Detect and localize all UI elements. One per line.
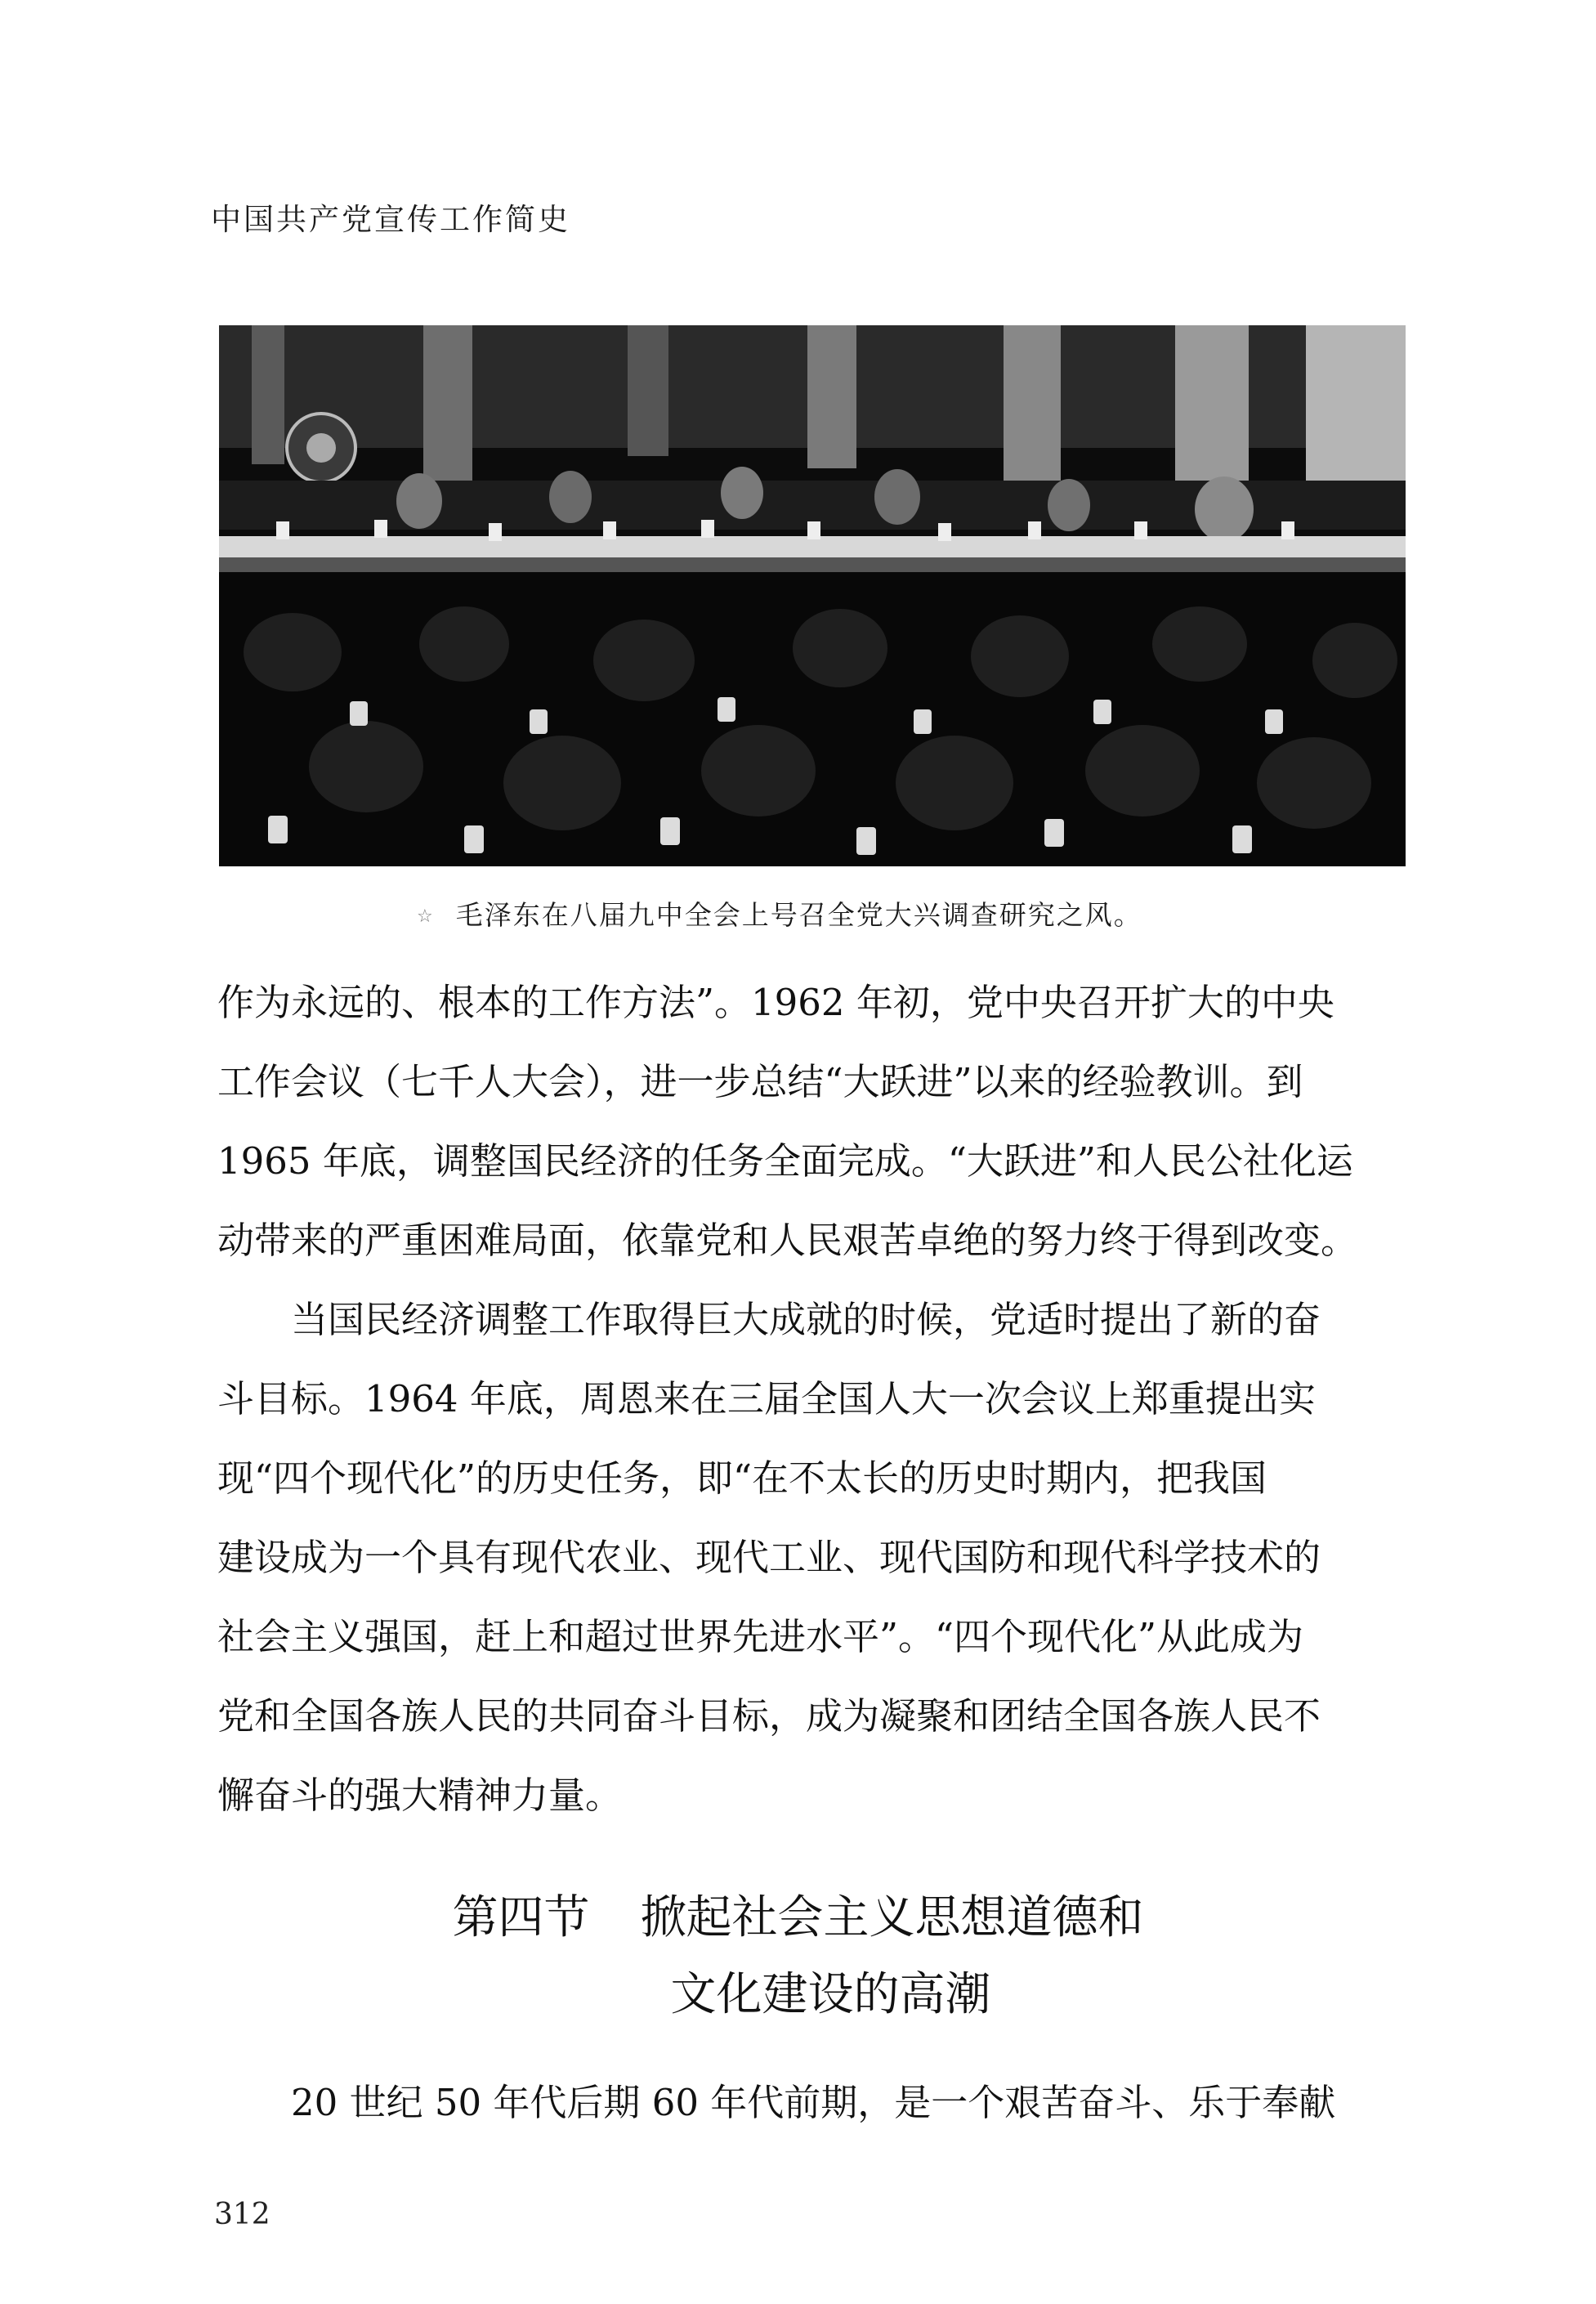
paragraph-line: 工作会议（七千人大会），进一步总结“大跃进”以来的经验教训。到 bbox=[217, 1060, 1303, 1103]
paragraph-line: 建设成为一个具有现代农业、现代工业、现代国防和现代科学技术的 bbox=[217, 1536, 1321, 1579]
caption-text: 毛泽东在八届九中全会上号召全党大兴调查研究之风。 bbox=[455, 899, 1142, 931]
paragraph-line: 1965 年底，调整国民经济的任务全面完成。“大跃进”和人民公社化运 bbox=[217, 1139, 1353, 1183]
page-number: 312 bbox=[214, 2198, 270, 2231]
paragraph-line: 懈奋斗的强大精神力量。 bbox=[217, 1774, 623, 1817]
section-label: 第四节 bbox=[452, 1891, 590, 1944]
paragraph-line: 当国民经济调整工作取得巨大成就的时候，党适时提出了新的奋 bbox=[291, 1298, 1321, 1341]
paragraph-line: 20 世纪 50 年代后期 60 年代前期，是一个艰苦奋斗、乐于奉献 bbox=[291, 2081, 1336, 2124]
meeting-photo-image bbox=[219, 325, 1406, 866]
paragraph-line: 作为永远的、根本的工作方法”。1962 年初，党中央召开扩大的中央 bbox=[217, 981, 1334, 1024]
section-title-part-1: 掀起社会主义思想道德和 bbox=[640, 1891, 1144, 1944]
section-heading bbox=[0, 1880, 1596, 2033]
paragraph-line: 现“四个现代化”的历史任务，即“在不太长的历史时期内，把我国 bbox=[217, 1456, 1267, 1500]
body-tail bbox=[217, 2063, 1407, 2142]
paragraph-line: 党和全国各族人民的共同奋斗目标，成为凝聚和团结全国各族人民不 bbox=[217, 1694, 1321, 1738]
section-heading-line-1 bbox=[0, 1880, 1596, 1957]
meeting-photo bbox=[219, 325, 1406, 866]
body-text bbox=[217, 963, 1407, 1835]
paragraph-line: 社会主义强国，赶上和超过世界先进水平”。“四个现代化”从此成为 bbox=[217, 1615, 1304, 1658]
paragraph-line: 斗目标。1964 年底，周恩来在三届全国人大一次会议上郑重提出实 bbox=[217, 1377, 1316, 1420]
photo-caption bbox=[417, 894, 1142, 933]
paragraph-line: 动带来的严重困难局面，依靠党和人民艰苦卓绝的努力终于得到改变。 bbox=[217, 1219, 1358, 1262]
section-title-part-2: 文化建设的高潮 bbox=[670, 1968, 991, 2021]
caption-mark: ☆ bbox=[417, 906, 435, 927]
running-header: 中国共产党宣传工作简史 bbox=[211, 202, 570, 237]
